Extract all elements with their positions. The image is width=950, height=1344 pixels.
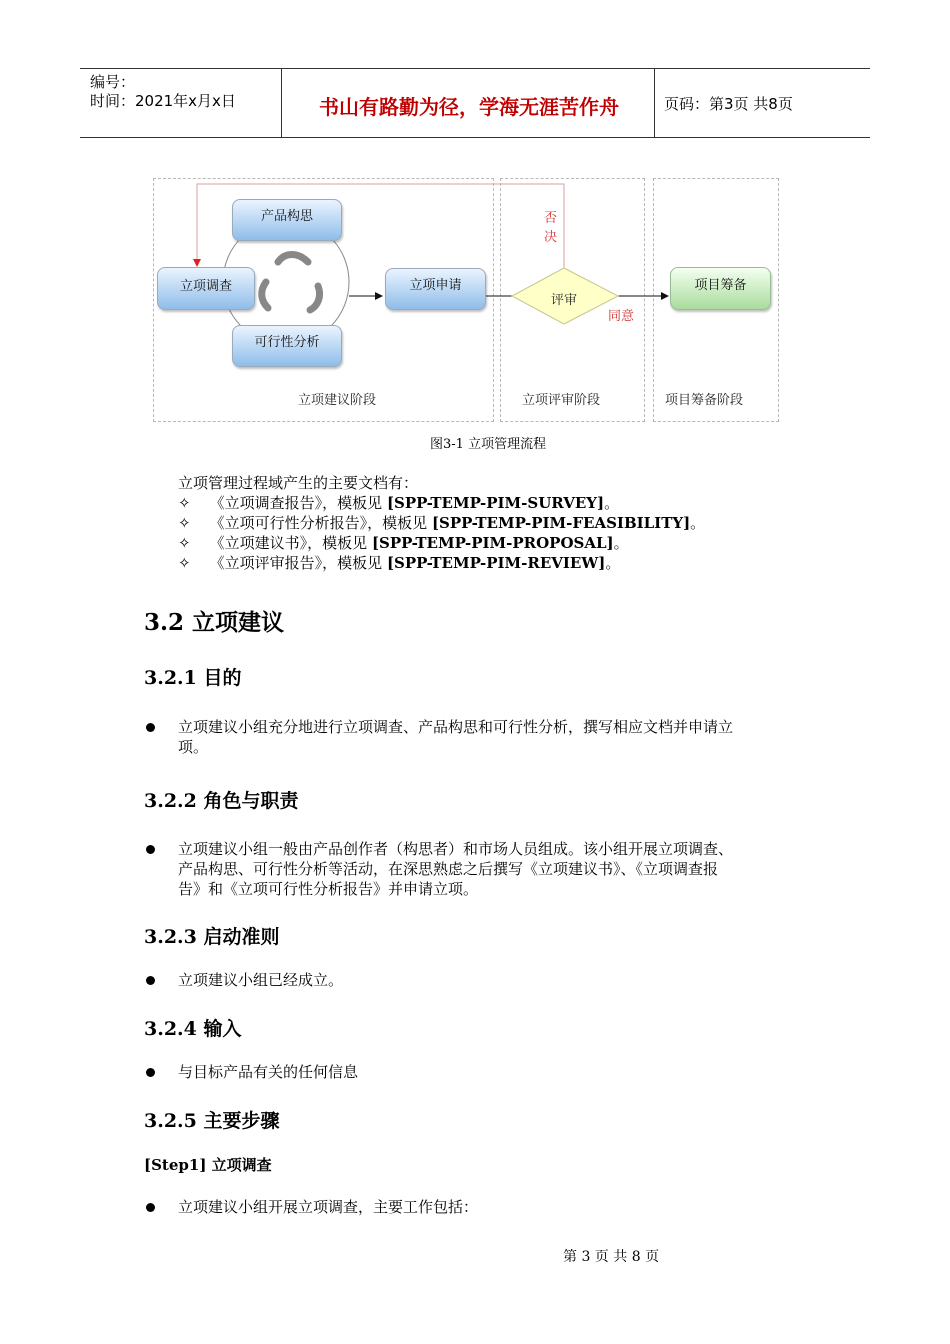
- phase-label: 立项评审阶段: [522, 393, 601, 408]
- doc-code: [SPP-TEMP-PIM-REVIEW]: [386, 554, 606, 572]
- phase-label: 立项建议阶段: [298, 393, 377, 408]
- doc-end: 。: [690, 514, 706, 532]
- list-item: [178, 533, 629, 553]
- node-review-label: 评审: [551, 293, 578, 308]
- doc-text: 《立项可行性分析报告》，模板见: [209, 514, 428, 532]
- step-title: [Step1] 立项调查: [144, 1156, 272, 1174]
- header-time: 时间：2021年x月x日: [90, 92, 236, 110]
- doc-text: 《立项建议书》，模板见: [209, 534, 368, 552]
- bullet: [146, 1203, 155, 1212]
- reject-label-char: 否: [544, 211, 558, 226]
- bullet: [146, 845, 155, 854]
- doc-end: 。: [613, 534, 629, 552]
- list-item: [178, 513, 705, 533]
- doc-end: 。: [605, 554, 621, 572]
- paragraph-line: 产品构思、可行性分析等活动，在深思熟虑之后撰写《立项建议书》、《立项调查报: [178, 860, 719, 878]
- bullet: [146, 723, 155, 732]
- header-page-info: 页码：第3页 共8页: [664, 95, 793, 113]
- docs-intro: 立项管理过程域产生的主要文档有：: [178, 474, 419, 492]
- doc-code: [SPP-TEMP-PIM-FEASIBILITY]: [431, 514, 691, 532]
- list-marker: ✧: [178, 494, 191, 512]
- doc-code: [SPP-TEMP-PIM-SURVEY]: [386, 494, 605, 512]
- page-footer: 第 3 页 共 8 页: [563, 1249, 660, 1265]
- doc-text: 《立项评审报告》，模板见: [209, 554, 383, 572]
- paragraph-line: 与目标产品有关的任何信息: [178, 1063, 359, 1081]
- paragraph-line: 立项建议小组一般由产品创作者（构思者）和市场人员组成。该小组开展立项调查、: [178, 840, 734, 858]
- phase-label: 项目筹备阶段: [665, 393, 744, 408]
- section-title: 3.2 立项建议: [144, 609, 285, 636]
- node-feasibility: 可行性分析: [232, 325, 342, 367]
- subsection-title: 3.2.5 主要步骤: [144, 1110, 280, 1132]
- node-prepare: 项目筹备: [670, 267, 771, 310]
- paragraph-line: 立项建议小组已经成立。: [178, 971, 344, 989]
- doc-code: [SPP-TEMP-PIM-PROPOSAL]: [371, 534, 614, 552]
- subsection-title: 3.2.1 目的: [144, 667, 242, 689]
- list-marker: ✧: [178, 534, 191, 552]
- paragraph: [178, 839, 733, 899]
- header-motto: 书山有路勤为径，学海无涯苦作舟: [319, 95, 619, 119]
- header-number: 编号：: [90, 73, 136, 91]
- list-item: [178, 493, 619, 513]
- node-product-concept: 产品构思: [232, 199, 342, 241]
- subsection-title: 3.2.4 输入: [144, 1018, 242, 1040]
- bullet: [146, 1068, 155, 1077]
- paragraph-line: 立项建议小组充分地进行立项调查、产品构思和可行性分析，撰写相应文档并申请立: [178, 718, 734, 736]
- diagram-connectors: [0, 0, 950, 440]
- paragraph: [178, 717, 733, 757]
- list-item: [178, 553, 620, 573]
- list-marker: ✧: [178, 554, 191, 572]
- bullet: [146, 976, 155, 985]
- paragraph-line: 立项建议小组开展立项调查，主要工作包括：: [178, 1198, 479, 1216]
- figure-caption: 图3-1 立项管理流程: [430, 437, 547, 452]
- subsection-title: 3.2.2 角色与职责: [144, 790, 299, 812]
- reject-label: [544, 207, 557, 245]
- node-survey: 立项调查: [157, 267, 255, 310]
- list-marker: ✧: [178, 514, 191, 532]
- doc-text: 《立项调查报告》，模板见: [209, 494, 383, 512]
- subsection-title: 3.2.3 启动准则: [144, 926, 280, 948]
- paragraph-line: 项。: [178, 738, 209, 756]
- node-apply: 立项申请: [385, 268, 486, 310]
- reject-label-char: 决: [544, 230, 558, 245]
- paragraph-line: 告》和《立项可行性分析报告》并申请立项。: [178, 880, 479, 898]
- doc-end: 。: [604, 494, 620, 512]
- agree-label: 同意: [608, 309, 635, 324]
